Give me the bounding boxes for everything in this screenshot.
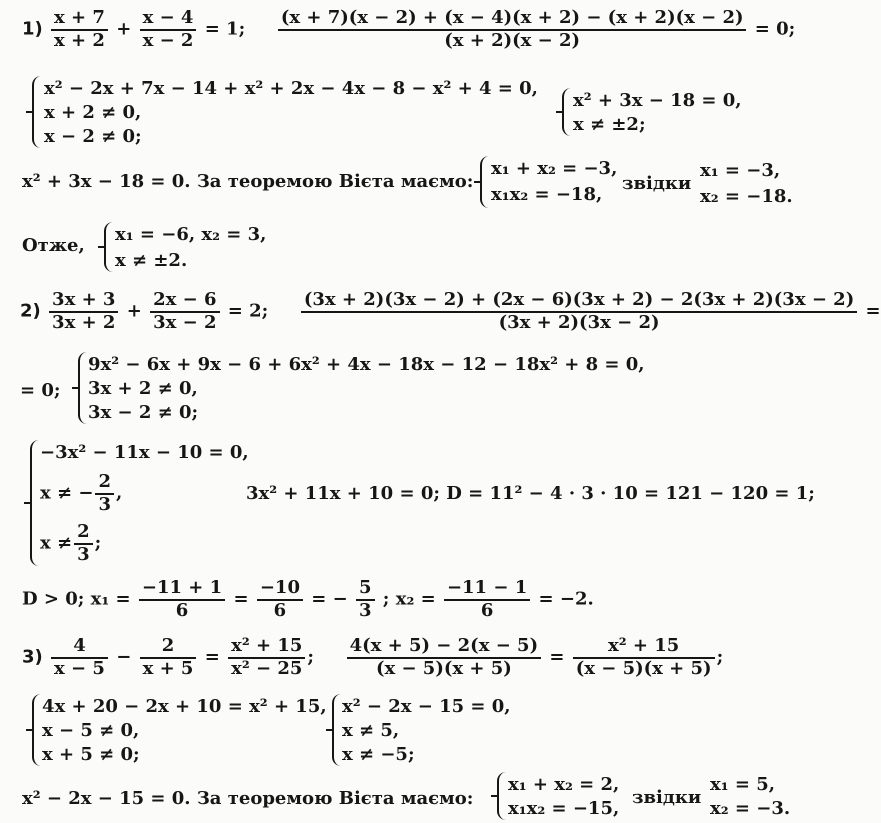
p2-system-2-line-3: x ≠ $\frac{2}{3}$ ; <box>40 521 102 565</box>
p2-roots: D > 0; x₁ = $\frac{-11 + 1}{6}$ = $\frac{-10}{6}$ = − $\frac{5}{3}$ ; x₂ = $\frac{-11 - 1}{6}$ = −2. <box>22 577 594 621</box>
p1-root-2: x₂ = −18. <box>700 186 793 207</box>
p1-label: 1) <box>22 18 43 40</box>
p2-equation: 2) $\frac{3x + 3}{3x + 2}$ + $\frac{2x - 6}{3x - 2}$ = 2; $\frac{(3x + 2)(3x - 2) + (2x - 6)(3x + 2) - 2(3x + 2)(3x - 2)}{(3x + 2)(3x - 2)}$ = <box>20 289 881 333</box>
p3-system-1-line-1: 4x + 20 − 2x + 10 = x² + 15, <box>42 696 327 717</box>
p1-final-brace <box>104 222 113 272</box>
p2-system-2-brace <box>30 440 39 566</box>
p3-system-2-line-2: x ≠ 5, <box>342 720 400 741</box>
p1-vieta-line-2: x₁x₂ = −18, <box>491 184 603 205</box>
p1-system-2-brace <box>562 88 571 136</box>
p1-vieta-line-1: x₁ + x₂ = −3, <box>491 158 618 179</box>
p1-zvidky: звідки <box>622 173 692 194</box>
p1-system-1-line-1: x² − 2x + 7x − 14 + x² + 2x − 4x − 8 − x² + 4 = 0, <box>44 78 538 99</box>
p1-root-1: x₁ = −3, <box>700 160 781 181</box>
p2-system-2-line-2: x ≠ − $\frac{2}{3}$ , <box>40 471 123 515</box>
p1-system-1-line-3: x − 2 ≠ 0; <box>44 126 142 147</box>
p1-fraction-1: $\frac{x + 7}{x + 2}$ <box>51 8 108 51</box>
p3-system-1-brace <box>32 694 41 766</box>
p1-otzhe: Отже, <box>22 235 85 256</box>
p3-system-2-line-1: x² − 2x − 15 = 0, <box>342 696 511 717</box>
p1-fraction-combined: $\frac{(x + 7)(x - 2) + (x - 4)(x + 2) - (x + 2)(x - 2)}{(x + 2)(x - 2)}$ <box>278 8 747 51</box>
p1-fraction-2: $\frac{x - 4}{x - 2}$ <box>140 8 197 51</box>
p2-eq-zero: = 0; <box>20 380 61 401</box>
p1-system-1-line-2: x + 2 ≠ 0, <box>44 102 142 123</box>
p3-system-1-line-2: x − 5 ≠ 0, <box>42 720 140 741</box>
p3-vieta-text: x² − 2x − 15 = 0. За теоремою Вієта маємо: <box>22 788 474 809</box>
p1-system-2-line-2: x ≠ ±2; <box>573 114 646 135</box>
p2-system-1-line-1: 9x² − 6x + 9x − 6 + 6x² + 4x − 18x − 12 − 18x² + 8 = 0, <box>88 354 645 375</box>
p3-zvidky: звідки <box>632 787 702 808</box>
p3-system-2-line-3: x ≠ −5; <box>342 744 415 765</box>
p2-discriminant: 3x² + 11x + 10 = 0; D = 11² − 4 · 3 · 10 = 121 − 120 = 1; <box>246 483 815 504</box>
p2-system-1-line-2: 3x + 2 ≠ 0, <box>88 378 198 399</box>
p1-equation: 1) $\frac{x + 7}{x + 2}$ + $\frac{x - 4}{x - 2}$ = 1; $\frac{(x + 7)(x - 2) + (x - 4)(x + 2) - (x + 2)(x - 2)}{(x + 2)(x - 2)}$ = 0; <box>22 7 796 51</box>
p2-fraction-2: $\frac{2x - 6}{3x - 2}$ <box>150 290 219 333</box>
p2-label: 2) <box>20 300 41 322</box>
p1-vieta-brace <box>480 156 489 208</box>
p2-system-2-line-1: −3x² − 11x − 10 = 0, <box>40 442 249 463</box>
p2-fraction-1: $\frac{3x + 3}{3x + 2}$ <box>49 290 118 333</box>
p3-root-2: x₂ = −3. <box>710 798 791 819</box>
p3-vieta-brace <box>497 772 506 820</box>
p1-final-line-2: x ≠ ±2. <box>115 250 188 271</box>
p1-final-line-1: x₁ = −6, x₂ = 3, <box>115 224 267 245</box>
p3-system-1-line-3: x + 5 ≠ 0; <box>42 744 140 765</box>
p1-system-1-brace <box>32 76 41 148</box>
p3-system-2-brace <box>332 694 341 766</box>
p2-fraction-combined: $\frac{(3x + 2)(3x - 2) + (2x - 6)(3x + 2) - 2(3x + 2)(3x - 2)}{(3x + 2)(3x - 2)}$ <box>301 290 857 333</box>
p1-vieta-text: x² + 3x − 18 = 0. За теоремою Вієта маємо: <box>22 171 474 192</box>
p3-root-1: x₁ = 5, <box>710 774 776 795</box>
p3-vieta-line-1: x₁ + x₂ = 2, <box>508 774 620 795</box>
p3-equation: 3) $\frac{4}{x - 5}$ − $\frac{2}{x + 5}$ = $\frac{\text{x² + 15}}{\text{x² − 25}}$ ; $\frac{4(x + 5) - 2(x - 5)}{(x - 5)(x + 5)}$ = $\frac{\text{x² + 15}}{(x - 5)(x + 5)}$ ; <box>22 635 724 679</box>
p2-system-1-brace <box>78 352 87 424</box>
p3-label: 3) <box>22 646 43 668</box>
p3-vieta-line-2: x₁x₂ = −15, <box>508 798 620 819</box>
p2-system-1-line-3: 3x − 2 ≠ 0; <box>88 402 199 423</box>
p1-system-2-line-1: x² + 3x − 18 = 0, <box>573 90 742 111</box>
